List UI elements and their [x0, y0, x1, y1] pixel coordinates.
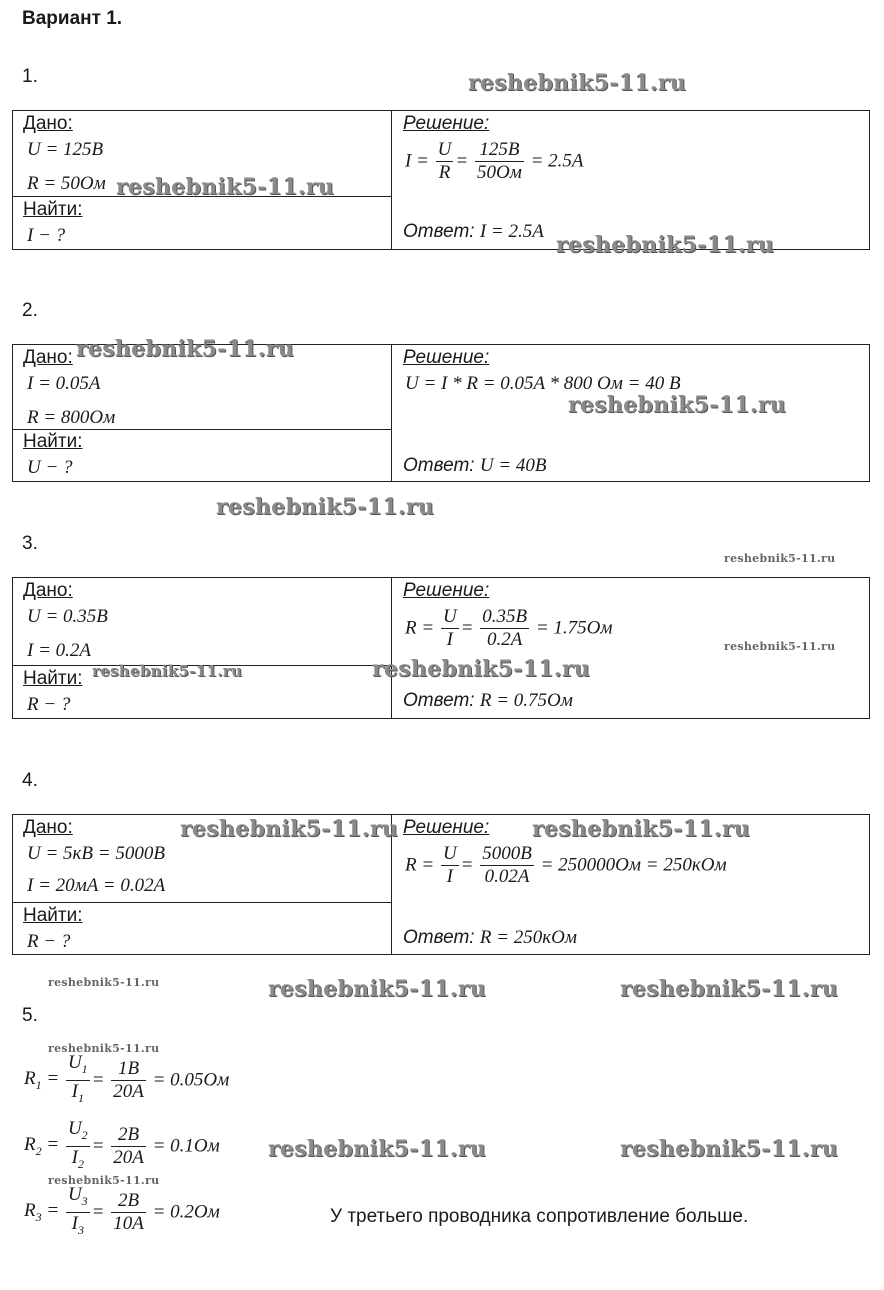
solution-formula: U = I * R = 0.05A * 800 Ом = 40 В: [405, 373, 681, 394]
watermark: reshebnik5-11.ru: [556, 232, 775, 258]
watermark: reshebnik5-11.ru: [372, 656, 591, 682]
watermark: reshebnik5-11.ru: [620, 976, 839, 1002]
watermark: reshebnik5-11.ru: [76, 336, 295, 362]
problem-number: 2.: [22, 300, 38, 321]
solution-heading: Решение:: [403, 580, 490, 601]
given-value: U = 5кB = 5000B: [27, 843, 165, 864]
answer-line: [403, 690, 573, 712]
solution-heading: Решение:: [403, 113, 490, 134]
watermark: reshebnik5-11.ru: [268, 976, 487, 1002]
watermark: reshebnik5-11.ru: [724, 640, 836, 653]
given-value: U = 0.35B: [27, 606, 108, 627]
answer-value: R = 0.75Ом: [479, 690, 573, 711]
find-value: R − ?: [27, 694, 71, 715]
find-value: U − ?: [27, 457, 73, 478]
given-heading: Дано:: [23, 347, 73, 368]
watermark: reshebnik5-11.ru: [48, 976, 160, 989]
answer-line: [403, 927, 577, 949]
solution-heading: Решение:: [403, 347, 490, 368]
answer-label: Ответ:: [403, 455, 475, 476]
find-heading: Найти:: [23, 431, 83, 452]
find-heading: Найти:: [23, 905, 83, 926]
find-heading: Найти:: [23, 668, 83, 689]
problem-number: 3.: [22, 533, 38, 554]
ratio-formula: $R_3$ = $\frac{U_3}{I_3}$ = $\frac{2B}{10A}$ = 0.2Ом: [24, 1184, 220, 1237]
watermark: reshebnik5-11.ru: [48, 1042, 160, 1055]
given-heading: Дано:: [23, 113, 73, 134]
problem-number: 4.: [22, 770, 38, 791]
given-heading: Дано:: [23, 817, 73, 838]
answer-label: Ответ:: [403, 690, 475, 711]
answer-line: [403, 455, 547, 477]
given-heading: Дано:: [23, 580, 73, 601]
watermark: reshebnik5-11.ru: [532, 816, 751, 842]
ratio-formula: $R_2$ = $\frac{U_2}{I_2}$ = $\frac{2B}{20A}$ = 0.1Ом: [24, 1118, 220, 1171]
watermark: reshebnik5-11.ru: [724, 552, 836, 565]
answer-line: [403, 221, 544, 243]
answer-label: Ответ:: [403, 927, 475, 948]
watermark: reshebnik5-11.ru: [620, 1136, 839, 1162]
answer-label: Ответ:: [403, 221, 475, 242]
given-value: I = 20мA = 0.02A: [27, 875, 166, 896]
given-value: U = 125B: [27, 139, 104, 160]
answer-value: R = 250кОм: [479, 927, 578, 948]
watermark: reshebnik5-11.ru: [216, 494, 435, 520]
find-heading: Найти:: [23, 199, 83, 220]
given-value: I = 0.05A: [27, 373, 101, 394]
given-value: R = 800Ом: [27, 407, 116, 428]
find-value: R − ?: [27, 931, 71, 952]
conclusion-text: У третьего проводника сопротивление больше.: [330, 1206, 749, 1227]
watermark: reshebnik5-11.ru: [568, 392, 787, 418]
solution-formula: R = $\frac{U}{I}$ = $\frac{0.35B}{0.2A}$ = 1.75Ом: [405, 606, 613, 650]
given-value: I = 0.2A: [27, 640, 92, 661]
watermark: reshebnik5-11.ru: [92, 662, 243, 680]
answer-value: I = 2.5A: [479, 221, 544, 242]
problem-number: 1.: [22, 66, 38, 87]
watermark: reshebnik5-11.ru: [268, 1136, 487, 1162]
problem-number: 5.: [22, 1005, 38, 1026]
watermark: reshebnik5-11.ru: [48, 1174, 160, 1187]
ratio-formula: $R_1$ = $\frac{U_1}{I_1}$ = $\frac{1B}{20A}$ = 0.05Ом: [24, 1052, 230, 1105]
solution-heading: Решение:: [403, 817, 490, 838]
given-value: R = 50Ом: [27, 173, 106, 194]
find-value: I − ?: [27, 225, 66, 246]
answer-value: U = 40B: [479, 455, 547, 476]
watermark: reshebnik5-11.ru: [180, 816, 399, 842]
watermark: reshebnik5-11.ru: [116, 174, 335, 200]
watermark: reshebnik5-11.ru: [468, 70, 687, 96]
page-title: Вариант 1.: [22, 8, 123, 29]
solution-formula: I = $\frac{U}{R}$ = $\frac{125B}{50Ом}$ = 2.5A: [405, 139, 584, 183]
solution-formula: R = $\frac{U}{I}$ = $\frac{5000B}{0.02A}$ = 250000Ом = 250кОм: [405, 843, 727, 887]
